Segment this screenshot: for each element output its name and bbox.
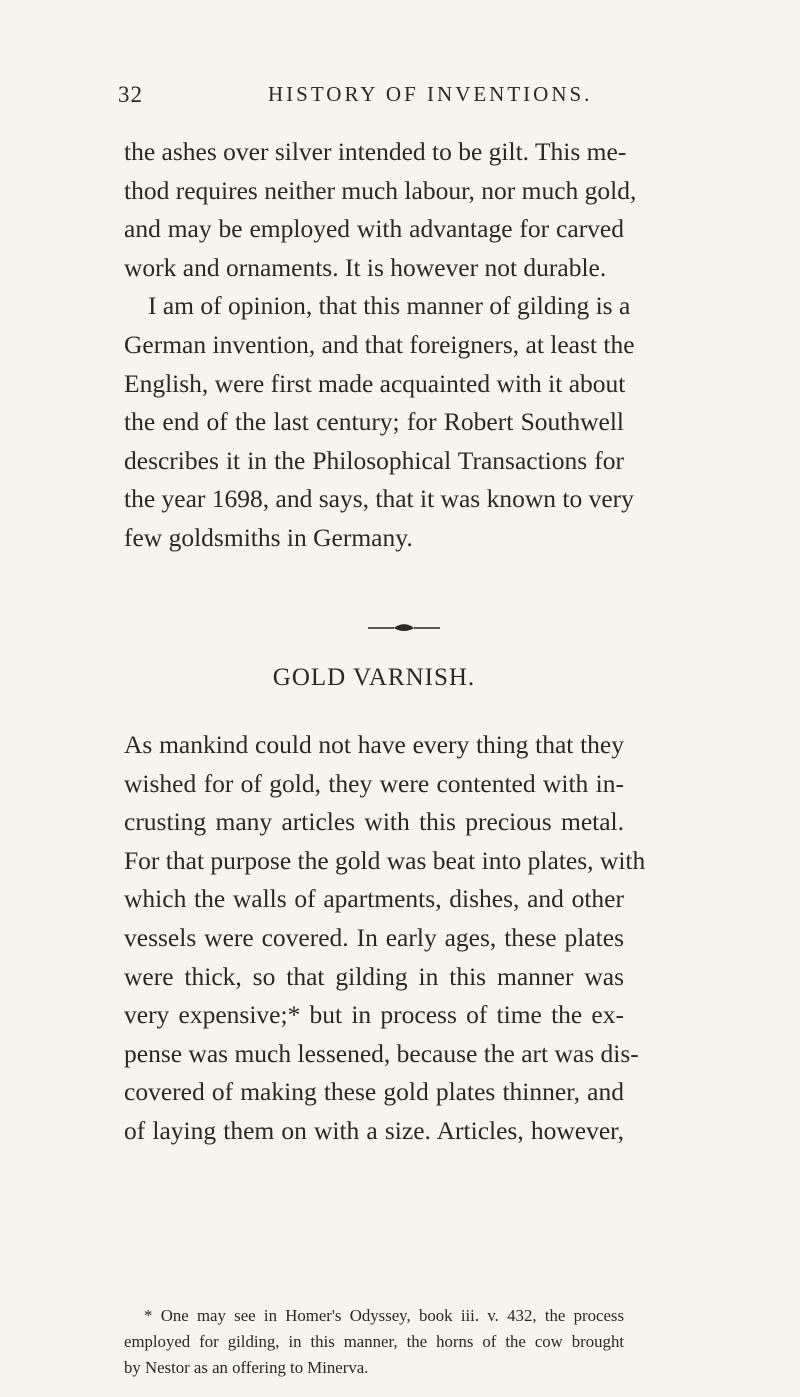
footnote-line: * One may see in Homer's Odyssey, book iii. v. 432, the process xyxy=(144,1306,624,1325)
text-line: work and ornaments. It is however not durable. xyxy=(124,252,607,282)
text-line: of laying them on with a size. Articles, however, xyxy=(124,1115,624,1145)
text-line: vessels were covered. In early ages, these plates xyxy=(124,922,624,952)
section-heading: GOLD VARNISH. xyxy=(272,664,476,691)
text-line: As mankind could not have every thing that they xyxy=(124,730,624,759)
text-line: few goldsmiths in Germany. xyxy=(124,522,413,552)
text-line: very expensive;* but in process of time the ex- xyxy=(124,1000,624,1030)
text-line: For that purpose the gold was beat into plates, with xyxy=(124,845,646,875)
text-line: wished for of gold, they were contented with in- xyxy=(124,768,624,798)
text-line: English, were first made acquainted with it about xyxy=(124,368,626,398)
text-line: crusting many articles with this precious metal. xyxy=(124,807,624,837)
text-line: thod requires neither much labour, nor much gold, xyxy=(124,175,637,205)
text-line: which the walls of apartments, dishes, and other xyxy=(124,884,624,914)
text-line: describes it in the Philosophical Transactions for xyxy=(124,445,624,475)
body-text-bottom xyxy=(124,726,646,1151)
text-line: the end of the last century; for Robert Southwell xyxy=(124,407,624,437)
page-number: 32 xyxy=(118,82,143,107)
flourish-rule-icon xyxy=(368,622,440,634)
text-line: were thick, so that gilding in this manner was xyxy=(124,961,624,991)
text-line: pense was much lessened, because the art was dis- xyxy=(124,1038,639,1068)
text-line: I am of opinion, that this manner of gilding is a xyxy=(148,291,631,321)
running-title: HISTORY OF INVENTIONS. xyxy=(268,82,593,106)
footnote-line: by Nestor as an offering to Minerva. xyxy=(124,1358,369,1377)
text-line: the ashes over silver intended to be gilt. This me- xyxy=(124,137,627,166)
footnote xyxy=(124,1303,624,1381)
text-line: and may be employed with advantage for carved xyxy=(124,214,624,244)
text-line: covered of making these gold plates thinner, and xyxy=(124,1077,624,1107)
footnote-line: employed for gilding, in this manner, the horns of the cow brought xyxy=(124,1332,624,1351)
text-line: the year 1698, and says, that it was known to very xyxy=(124,484,634,514)
body-text-top xyxy=(124,133,637,558)
text-line: German invention, and that foreigners, at least the xyxy=(124,329,635,359)
